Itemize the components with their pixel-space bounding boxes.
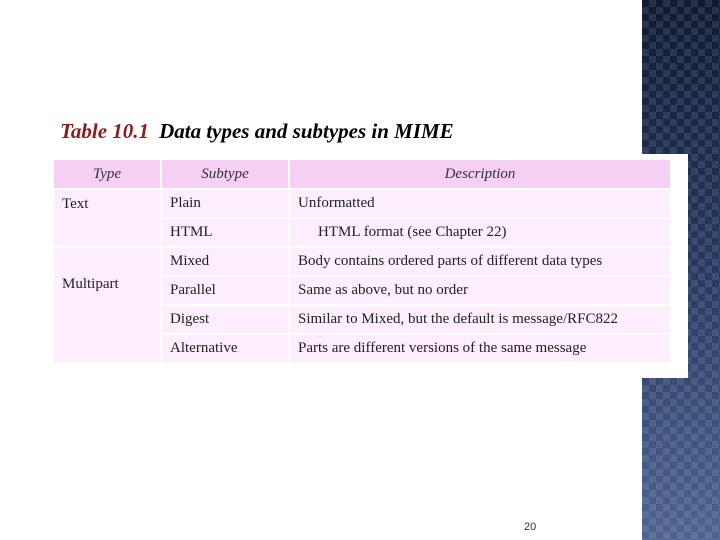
description-cell: Parts are different versions of the same message [289,334,671,363]
type-cell: Text [53,189,161,247]
table-row [53,189,671,218]
type-cell: Multipart [53,247,161,363]
subtype-cell: Parallel [161,276,289,305]
table-card [50,154,688,378]
description-cell: Similar to Mixed, but the default is message/RFC822 [289,305,671,334]
subtype-cell: Digest [161,305,289,334]
subtype-cell: Plain [161,189,289,218]
table-row [53,247,671,276]
subtype-cell: Alternative [161,334,289,363]
description-cell: Unformatted [289,189,671,218]
subtype-cell: Mixed [161,247,289,276]
description-cell: Body contains ordered parts of different data types [289,247,671,276]
table-caption [60,119,454,144]
table-number: Table 10.1 [60,119,150,143]
header-subtype: Subtype [161,159,289,189]
description-cell: Same as above, but no order [289,276,671,305]
description-cell: HTML format (see Chapter 22) [289,218,671,247]
subtype-cell: HTML [161,218,289,247]
header-description: Description [289,159,671,189]
page-number: 20 [524,521,537,533]
table-header-row [53,159,671,189]
mime-types-table [52,158,672,364]
table-title-text: Data types and subtypes in MIME [159,119,454,143]
header-type: Type [53,159,161,189]
